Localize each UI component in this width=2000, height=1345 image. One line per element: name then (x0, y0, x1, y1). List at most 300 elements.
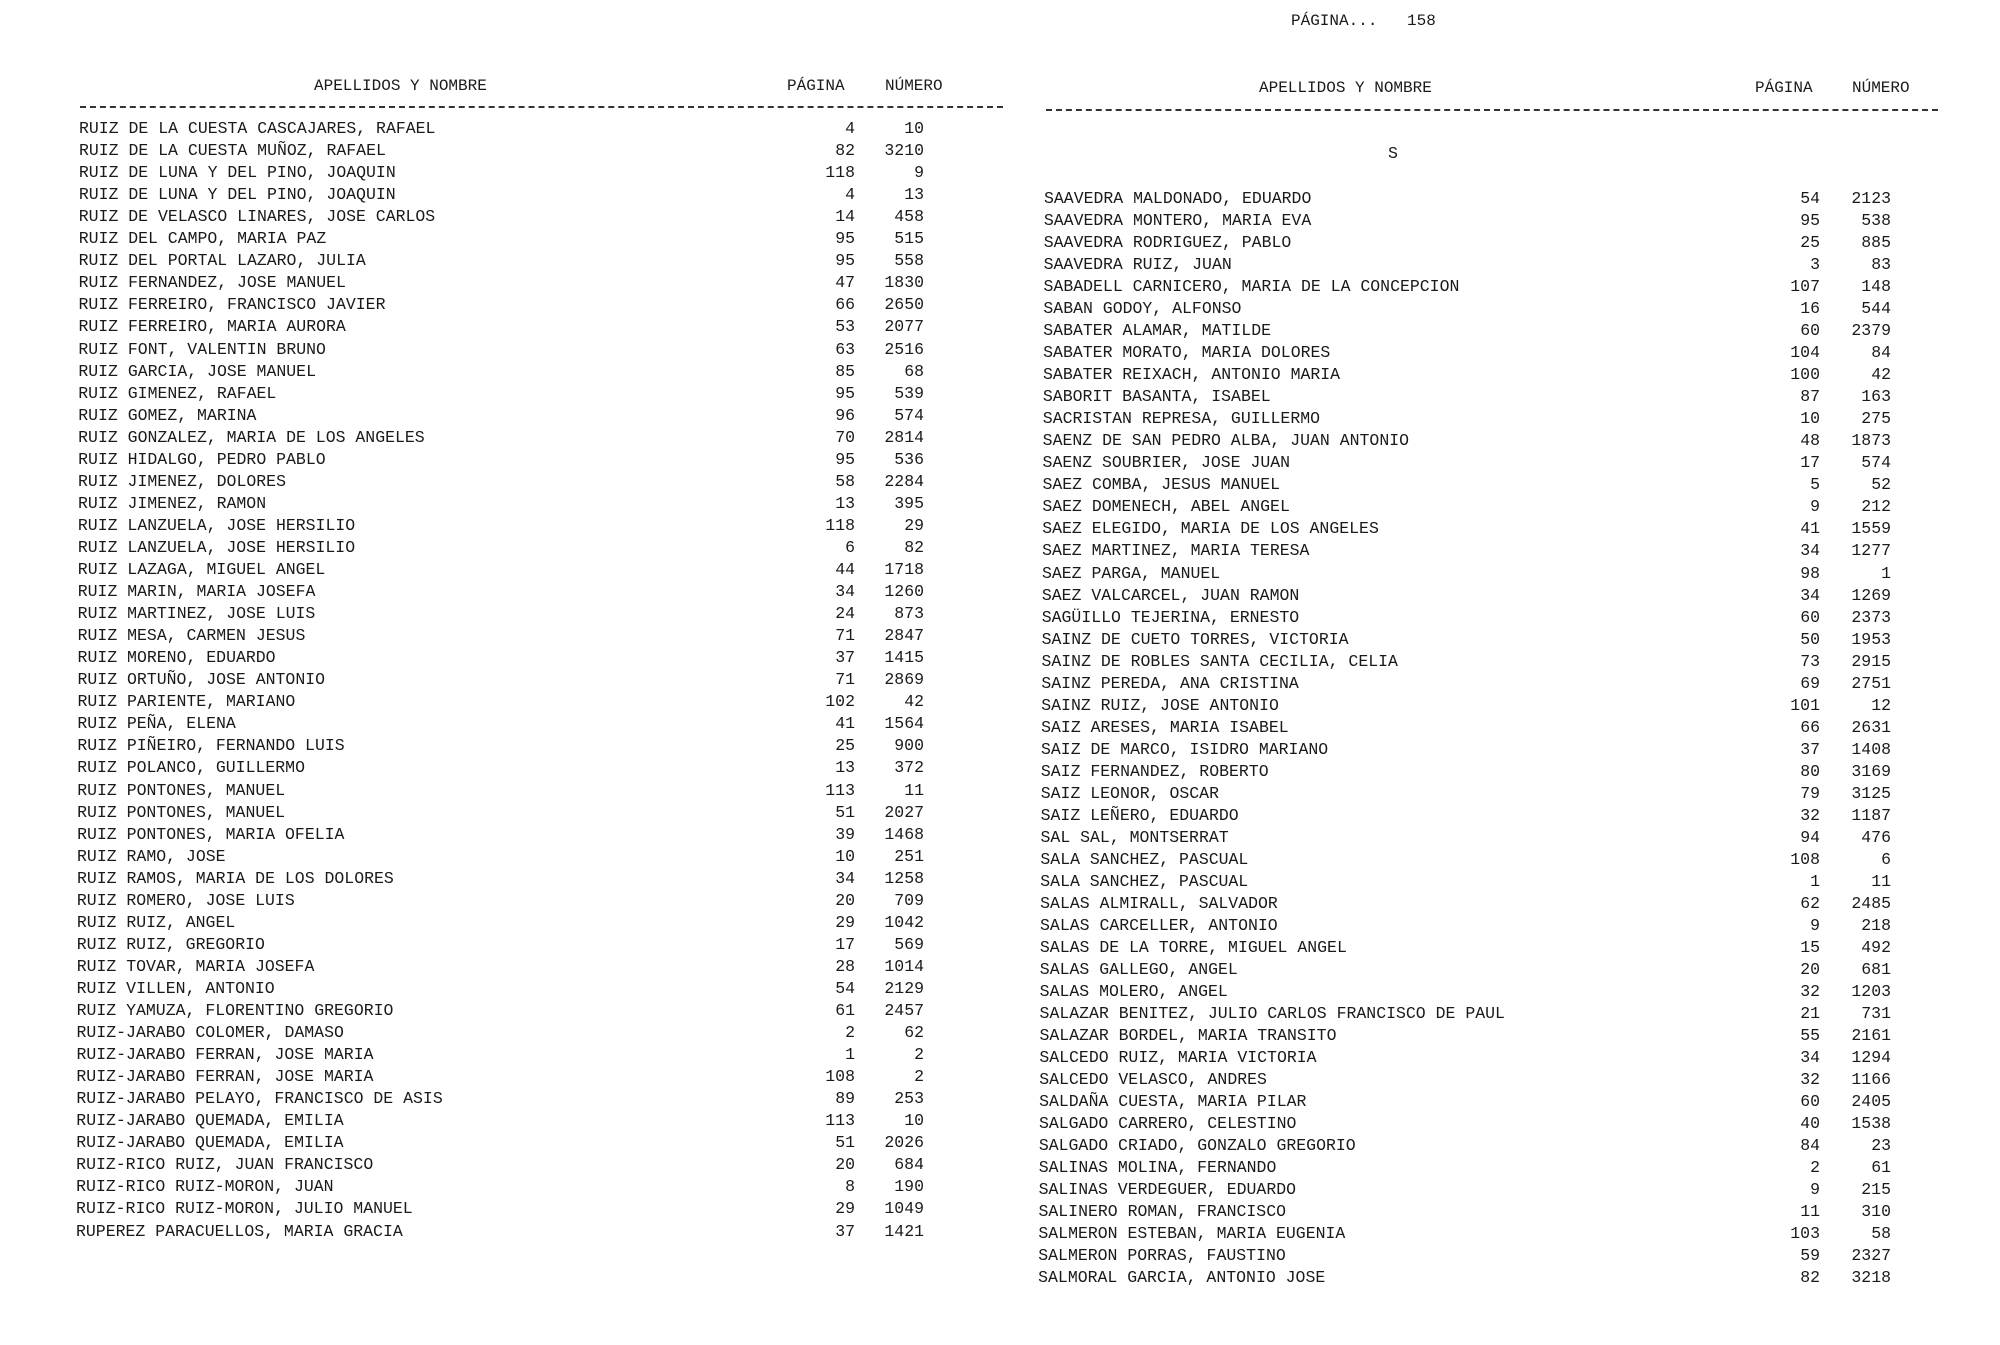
entry-name: RUIZ GIMENEZ, RAFAEL (78, 383, 277, 403)
entry-name: RUIZ LANZUELA, JOSE HERSILIO (77, 515, 356, 535)
entry-name: RUIZ HIDALGO, PEDRO PABLO (78, 449, 326, 469)
entry-page: 32 (1800, 1070, 1820, 1090)
entry-number: 275 (1861, 409, 1891, 429)
entry-number: 731 (1861, 1004, 1891, 1024)
entry-name: RUIZ FONT, VALENTIN BRUNO (78, 339, 326, 359)
entry-page: 5 (1810, 475, 1820, 495)
entry-name: SALMERON PORRAS, FAUSTINO (1038, 1246, 1286, 1266)
entry-name: RUIZ MESA, CARMEN JESUS (77, 626, 306, 646)
entry-number: 218 (1861, 915, 1891, 935)
entry-number: 3218 (1851, 1268, 1891, 1288)
entry-number: 310 (1861, 1202, 1891, 1222)
entry-number: 2814 (884, 427, 924, 447)
entry-page: 85 (835, 361, 855, 381)
entry-page: 60 (1800, 607, 1820, 627)
entry-number: 372 (894, 758, 924, 778)
entry-number: 2631 (1851, 717, 1891, 737)
entry-name: RUIZ FERREIRO, FRANCISCO JAVIER (78, 295, 386, 315)
entry-number: 2915 (1851, 651, 1891, 671)
entry-name: SALAS ALMIRALL, SALVADOR (1040, 893, 1278, 913)
entry-number: 2027 (884, 802, 924, 822)
entry-name: RUIZ TOVAR, MARIA JOSEFA (76, 956, 315, 976)
entry-page: 84 (1800, 1136, 1820, 1156)
entry-number: 1260 (884, 582, 924, 602)
entry-page: 4 (845, 119, 855, 138)
entry-number: 1 (1881, 563, 1891, 583)
entry-number: 1294 (1851, 1048, 1891, 1068)
header-divider (1046, 109, 1938, 111)
entry-page: 104 (1790, 343, 1820, 363)
entry-number: 2457 (884, 1001, 924, 1020)
entry-page: 53 (835, 317, 855, 337)
entry-page: 3 (1810, 255, 1820, 275)
entry-name: SALINAS VERDEGUER, EDUARDO (1038, 1180, 1297, 1200)
entry-page: 51 (835, 802, 855, 822)
entry-page: 82 (1800, 1268, 1820, 1288)
entry-number: 82 (904, 537, 924, 557)
entry-number: 544 (1861, 299, 1891, 319)
entry-name: SAENZ SOUBRIER, JOSE JUAN (1042, 453, 1291, 473)
entry-page: 47 (835, 273, 855, 293)
entry-name: SAEZ MARTINEZ, MARIA TERESA (1042, 541, 1310, 561)
entry-name: RUIZ DEL CAMPO, MARIA PAZ (78, 229, 327, 249)
entry-number: 538 (1861, 211, 1891, 231)
entry-number: 885 (1861, 233, 1891, 253)
entry-number: 2 (914, 1045, 924, 1065)
entry-number: 1559 (1851, 519, 1891, 539)
entry-page: 6 (845, 537, 855, 557)
entry-page: 9 (1810, 497, 1820, 517)
entry-name: RUIZ-RICO RUIZ-MORON, JULIO MANUEL (76, 1199, 413, 1219)
entry-page: 20 (1800, 960, 1820, 980)
entry-number: 569 (894, 934, 924, 954)
entry-number: 13 (904, 185, 924, 205)
entry-page: 54 (1800, 189, 1820, 208)
entry-number: 84 (1871, 343, 1891, 363)
column-header-name: APELLIDOS Y NOMBRE (314, 77, 487, 95)
entry-page: 87 (1800, 387, 1820, 407)
entry-page: 9 (1810, 915, 1820, 935)
entry-number: 3169 (1851, 761, 1891, 781)
entry-number: 2650 (884, 295, 924, 315)
entry-name: SALCEDO RUIZ, MARIA VICTORIA (1039, 1048, 1317, 1068)
entry-name: RUIZ RAMO, JOSE (77, 846, 226, 866)
entry-name: RUIZ MARTINEZ, JOSE LUIS (77, 604, 316, 624)
entry-name: RUIZ PONTONES, MANUEL (77, 802, 286, 822)
entry-page: 24 (835, 604, 855, 624)
entry-number: 539 (894, 383, 924, 403)
entry-number: 11 (1871, 871, 1891, 891)
entry-name: RUIZ-JARABO QUEMADA, EMILIA (76, 1111, 344, 1131)
entry-number: 684 (894, 1155, 924, 1175)
entry-name: SALAS DE LA TORRE, MIGUEL ANGEL (1039, 938, 1347, 958)
entry-number: 1269 (1851, 585, 1891, 605)
entry-number: 536 (894, 449, 924, 469)
entry-page: 10 (835, 846, 855, 866)
entry-name: SAINZ PEREDA, ANA CRISTINA (1041, 673, 1299, 693)
entry-name: RUIZ DEL PORTAL LAZARO, JULIA (78, 251, 366, 271)
entry-name: RUIZ GONZALEZ, MARIA DE LOS ANGELES (78, 427, 425, 447)
entry-number: 2379 (1851, 321, 1891, 341)
entry-page: 66 (1800, 717, 1820, 737)
entry-name: SAEZ COMBA, JESUS MANUEL (1042, 475, 1281, 495)
entry-page: 63 (835, 339, 855, 359)
entry-name: SALGADO CARRERO, CELESTINO (1038, 1114, 1297, 1134)
entry-name: RUIZ DE LUNA Y DEL PINO, JOAQUIN (78, 185, 396, 205)
entry-page: 34 (835, 582, 855, 602)
entry-page: 25 (835, 736, 855, 756)
entry-page: 95 (835, 251, 855, 271)
entry-name: RUIZ YAMUZA, FLORENTINO GREGORIO (76, 1001, 394, 1020)
entry-name: RUIZ-RICO RUIZ-MORON, JUAN (76, 1177, 334, 1197)
entry-name: SALA SANCHEZ, PASCUAL (1040, 871, 1249, 891)
entry-number: 558 (894, 251, 924, 271)
entry-page: 66 (835, 295, 855, 315)
entry-number: 215 (1861, 1180, 1891, 1200)
entry-name: RUIZ DE LUNA Y DEL PINO, JOAQUIN (78, 163, 396, 183)
entry-name: SALMERON ESTEBAN, MARIA EUGENIA (1038, 1224, 1346, 1244)
entry-page: 95 (1800, 211, 1820, 231)
entry-page: 44 (835, 560, 855, 579)
entry-page: 71 (835, 626, 855, 646)
entry-page: 13 (835, 758, 855, 778)
entry-number: 1564 (884, 714, 924, 734)
entry-number: 10 (904, 119, 924, 138)
entry-page: 13 (835, 493, 855, 513)
entry-page: 8 (845, 1177, 855, 1197)
entry-name: SAIZ ARESES, MARIA ISABEL (1041, 717, 1289, 737)
entry-number: 2026 (884, 1133, 924, 1153)
entry-page: 82 (835, 141, 855, 161)
entry-name: SABATER MORATO, MARIA DOLORES (1043, 343, 1331, 363)
entry-number: 62 (904, 1023, 924, 1043)
entry-page: 34 (1800, 585, 1820, 605)
entry-number: 1415 (884, 648, 924, 668)
entry-page: 4 (845, 185, 855, 205)
column-header-name: APELLIDOS Y NOMBRE (1259, 79, 1432, 97)
entry-number: 61 (1871, 1158, 1891, 1178)
entry-page: 107 (1790, 277, 1820, 297)
entry-name: SAAVEDRA MALDONADO, EDUARDO (1044, 189, 1312, 208)
entry-number: 2847 (884, 626, 924, 646)
entry-number: 681 (1861, 960, 1891, 980)
entry-name: RUIZ LANZUELA, JOSE HERSILIO (77, 537, 356, 557)
entry-number: 515 (894, 229, 924, 249)
entry-number: 1421 (884, 1221, 924, 1241)
entry-name: RUIZ FERNANDEZ, JOSE MANUEL (78, 273, 346, 293)
entry-name: RUIZ-JARABO QUEMADA, EMILIA (76, 1133, 344, 1153)
entry-name: SALDAÑA CUESTA, MARIA PILAR (1039, 1092, 1307, 1112)
entry-number: 2485 (1851, 893, 1891, 913)
entry-number: 1538 (1851, 1114, 1891, 1134)
entry-name: RUIZ-RICO RUIZ, JUAN FRANCISCO (76, 1155, 374, 1175)
entry-page: 71 (835, 670, 855, 690)
entry-name: RUIZ MARIN, MARIA JOSEFA (77, 582, 316, 602)
entry-number: 1718 (884, 560, 924, 579)
entry-number: 1203 (1851, 982, 1891, 1002)
entry-name: SAGÜILLO TEJERINA, ERNESTO (1041, 607, 1300, 627)
entry-page: 118 (825, 515, 855, 535)
section-letter: S (1388, 144, 1398, 163)
entry-page: 14 (835, 207, 855, 227)
entry-page: 61 (835, 1001, 855, 1020)
entry-page: 59 (1800, 1246, 1820, 1266)
entry-page: 73 (1800, 651, 1820, 671)
entry-page: 108 (1790, 849, 1820, 869)
entry-number: 900 (894, 736, 924, 756)
entry-number: 2 (914, 1067, 924, 1087)
column-header-page: PÁGINA (1755, 79, 1813, 97)
entry-page: 95 (835, 229, 855, 249)
entry-page: 20 (835, 890, 855, 910)
entry-page: 17 (835, 934, 855, 954)
entry-page: 34 (1800, 541, 1820, 561)
entry-page: 89 (835, 1089, 855, 1109)
entry-name: SAAVEDRA MONTERO, MARIA EVA (1043, 211, 1312, 231)
entry-number: 1277 (1851, 541, 1891, 561)
entry-number: 476 (1861, 827, 1891, 847)
entry-number: 458 (894, 207, 924, 227)
entry-page: 113 (825, 780, 855, 800)
entry-page: 20 (835, 1155, 855, 1175)
entry-name: SABORIT BASANTA, ISABEL (1042, 387, 1271, 407)
entry-page: 79 (1800, 783, 1820, 803)
entry-name: SAIZ LEÑERO, EDUARDO (1040, 805, 1239, 825)
entry-page: 48 (1800, 431, 1820, 451)
entry-page: 28 (835, 956, 855, 976)
entry-name: RUIZ JIMENEZ, DOLORES (78, 471, 286, 491)
entry-number: 1468 (884, 824, 924, 844)
entry-name: RUIZ DE LA CUESTA MUÑOZ, RAFAEL (78, 141, 386, 161)
entry-page: 101 (1790, 695, 1820, 715)
entry-page: 10 (1800, 409, 1820, 429)
entry-name: SALINAS MOLINA, FERNANDO (1038, 1158, 1277, 1178)
entry-page: 9 (1810, 1180, 1820, 1200)
entry-page: 50 (1800, 629, 1820, 649)
entry-page: 62 (1800, 893, 1820, 913)
entry-number: 42 (1871, 365, 1891, 385)
entry-name: RUIZ RUIZ, ANGEL (76, 912, 236, 932)
entry-name: RUIZ GARCIA, JOSE MANUEL (78, 361, 316, 381)
entry-name: RUIZ JIMENEZ, RAMON (77, 493, 267, 513)
entry-page: 29 (835, 1199, 855, 1219)
entry-page: 2 (845, 1023, 855, 1043)
entry-name: SALAS MOLERO, ANGEL (1039, 982, 1228, 1002)
entry-name: SABATER ALAMAR, MATILDE (1043, 321, 1272, 341)
entry-number: 9 (914, 163, 924, 183)
entry-number: 148 (1861, 277, 1891, 297)
entry-name: SALGADO CRIADO, GONZALO GREGORIO (1038, 1136, 1356, 1156)
entry-name: RUIZ PARIENTE, MARIANO (77, 692, 296, 712)
entry-page: 108 (825, 1067, 855, 1087)
entry-number: 163 (1861, 387, 1891, 407)
entry-page: 113 (825, 1111, 855, 1131)
entry-name: SAL SAL, MONTSERRAT (1040, 827, 1229, 847)
entry-page: 29 (835, 912, 855, 932)
entry-page: 58 (835, 471, 855, 491)
entry-name: SALINERO ROMAN, FRANCISCO (1038, 1202, 1287, 1222)
entry-name: RUIZ MORENO, EDUARDO (77, 648, 276, 668)
entry-number: 1049 (884, 1199, 924, 1219)
entry-number: 2123 (1851, 189, 1891, 208)
entry-number: 52 (1871, 475, 1891, 495)
entry-number: 1873 (1851, 431, 1891, 451)
entry-name: SABADELL CARNICERO, MARIA DE LA CONCEPCION (1043, 277, 1460, 297)
header-divider (80, 106, 1003, 108)
entry-number: 574 (1861, 453, 1891, 473)
entry-name: SAINZ DE ROBLES SANTA CECILIA, CELIA (1041, 651, 1398, 671)
entry-name: RUIZ PEÑA, ELENA (77, 714, 236, 734)
entry-page: 102 (825, 692, 855, 712)
entry-name: SALAZAR BENITEZ, JULIO CARLOS FRANCISCO DE PAUL (1039, 1004, 1505, 1024)
entry-number: 395 (894, 493, 924, 513)
entry-name: RUIZ DE VELASCO LINARES, JOSE CARLOS (78, 207, 436, 227)
entry-name: RUIZ-JARABO FERRAN, JOSE MARIA (76, 1067, 374, 1087)
entry-name: SAINZ DE CUETO TORRES, VICTORIA (1041, 629, 1349, 649)
entry-number: 2373 (1851, 607, 1891, 627)
entry-number: 1830 (884, 273, 924, 293)
entry-number: 1408 (1851, 739, 1891, 759)
entry-number: 574 (894, 405, 924, 425)
entry-page: 1 (845, 1045, 855, 1065)
entry-page: 34 (1800, 1048, 1820, 1068)
entry-number: 1166 (1851, 1070, 1891, 1090)
entry-name: RUIZ-JARABO PELAYO, FRANCISCO DE ASIS (76, 1089, 443, 1109)
entry-name: SAIZ LEONOR, OSCAR (1040, 783, 1219, 803)
entry-name: RUIZ PONTONES, MANUEL (77, 780, 286, 800)
entry-page: 40 (1800, 1114, 1820, 1134)
entry-page: 103 (1790, 1224, 1820, 1244)
entry-name: SAIZ FERNANDEZ, ROBERTO (1040, 761, 1269, 781)
entry-page: 37 (835, 648, 855, 668)
entry-page: 37 (1800, 739, 1820, 759)
page-header-label: PÁGINA... (1291, 12, 1378, 30)
entry-number: 3210 (884, 141, 924, 161)
entry-name: SALAZAR BORDEL, MARIA TRANSITO (1039, 1026, 1337, 1046)
column-header-page: PÁGINA (787, 77, 845, 95)
entry-page: 32 (1800, 982, 1820, 1002)
entry-page: 95 (835, 383, 855, 403)
entry-number: 12 (1871, 695, 1891, 715)
entry-number: 873 (894, 604, 924, 624)
entry-name: SAAVEDRA RUIZ, JUAN (1043, 255, 1232, 275)
entry-number: 6 (1881, 849, 1891, 869)
entry-number: 2405 (1851, 1092, 1891, 1112)
entry-number: 253 (894, 1089, 924, 1109)
entry-name: SAEZ PARGA, MANUEL (1041, 563, 1221, 583)
entry-name: SAEZ VALCARCEL, JUAN RAMON (1041, 585, 1300, 605)
entry-name: SALMORAL GARCIA, ANTONIO JOSE (1038, 1268, 1326, 1288)
entry-name: RUPEREZ PARACUELLOS, MARIA GRACIA (76, 1221, 403, 1241)
entry-number: 1258 (884, 868, 924, 888)
entry-name: SAEZ ELEGIDO, MARIA DE LOS ANGELES (1042, 519, 1379, 539)
entry-number: 1953 (1851, 629, 1891, 649)
entry-page: 37 (835, 1221, 855, 1241)
entry-page: 55 (1800, 1026, 1820, 1046)
entry-page: 60 (1800, 1092, 1820, 1112)
entry-number: 2869 (884, 670, 924, 690)
entry-number: 2284 (884, 471, 924, 491)
entry-page: 2 (1810, 1158, 1820, 1178)
entry-name: SACRISTAN REPRESA, GUILLERMO (1042, 409, 1321, 429)
entry-page: 34 (835, 868, 855, 888)
entry-page: 41 (835, 714, 855, 734)
entry-page: 80 (1800, 761, 1820, 781)
entry-number: 11 (904, 780, 924, 800)
entry-page: 100 (1790, 365, 1820, 385)
entry-number: 2751 (1851, 673, 1891, 693)
entry-name: RUIZ-JARABO FERRAN, JOSE MARIA (76, 1045, 374, 1065)
entry-name: SAIZ DE MARCO, ISIDRO MARIANO (1041, 739, 1329, 759)
entry-number: 2077 (884, 317, 924, 337)
entry-page: 15 (1800, 938, 1820, 958)
entry-name: RUIZ ROMERO, JOSE LUIS (76, 890, 295, 910)
entry-page: 25 (1800, 233, 1820, 253)
entry-page: 51 (835, 1133, 855, 1153)
entry-name: RUIZ RAMOS, MARIA DE LOS DOLORES (76, 868, 394, 888)
entry-page: 41 (1800, 519, 1820, 539)
entry-number: 1187 (1851, 805, 1891, 825)
entry-number: 212 (1861, 497, 1891, 517)
entry-number: 190 (894, 1177, 924, 1197)
entry-number: 251 (894, 846, 924, 866)
entry-number: 2161 (1851, 1026, 1891, 1046)
entry-number: 83 (1871, 255, 1891, 275)
entry-page: 96 (835, 405, 855, 425)
entry-name: SAEZ DOMENECH, ABEL ANGEL (1042, 497, 1290, 517)
entry-name: RUIZ ORTUÑO, JOSE ANTONIO (77, 670, 326, 690)
entry-name: SALAS CARCELLER, ANTONIO (1040, 915, 1278, 935)
entry-number: 3125 (1851, 783, 1891, 803)
entry-number: 2129 (884, 978, 924, 998)
entry-name: RUIZ LAZAGA, MIGUEL ANGEL (77, 560, 326, 579)
entry-page: 60 (1800, 321, 1820, 341)
entry-page: 54 (835, 978, 855, 998)
entry-page: 70 (835, 427, 855, 447)
entry-number: 23 (1871, 1136, 1891, 1156)
entry-page: 16 (1800, 299, 1820, 319)
entry-number: 10 (904, 1111, 924, 1131)
entry-name: SAINZ RUIZ, JOSE ANTONIO (1041, 695, 1279, 715)
entry-page: 11 (1800, 1202, 1820, 1222)
entry-name: RUIZ DE LA CUESTA CASCAJARES, RAFAEL (79, 119, 436, 138)
entry-number: 58 (1871, 1224, 1891, 1244)
page-number: 158 (1407, 12, 1436, 30)
entry-page: 32 (1800, 805, 1820, 825)
entry-name: RUIZ GOMEZ, MARINA (78, 405, 257, 425)
entry-name: SALCEDO VELASCO, ANDRES (1039, 1070, 1267, 1090)
entry-name: RUIZ-JARABO COLOMER, DAMASO (76, 1023, 344, 1043)
entry-number: 1014 (884, 956, 924, 976)
entry-name: RUIZ FERREIRO, MARIA AURORA (78, 317, 346, 337)
column-header-number: NÚMERO (885, 77, 943, 95)
entry-name: SABATER REIXACH, ANTONIO MARIA (1043, 365, 1341, 385)
entry-name: RUIZ RUIZ, GREGORIO (76, 934, 265, 954)
entry-page: 17 (1800, 453, 1820, 473)
column-header-number: NÚMERO (1852, 79, 1910, 97)
entry-page: 21 (1800, 1004, 1820, 1024)
entry-number: 492 (1861, 938, 1891, 958)
entry-name: RUIZ VILLEN, ANTONIO (76, 978, 275, 998)
entry-page: 98 (1800, 563, 1820, 583)
entry-number: 68 (904, 361, 924, 381)
entry-name: SAENZ DE SAN PEDRO ALBA, JUAN ANTONIO (1042, 431, 1410, 451)
entry-page: 69 (1800, 673, 1820, 693)
entry-number: 709 (894, 890, 924, 910)
entry-number: 1042 (884, 912, 924, 932)
entry-page: 1 (1810, 871, 1820, 891)
entry-page: 118 (825, 163, 855, 183)
